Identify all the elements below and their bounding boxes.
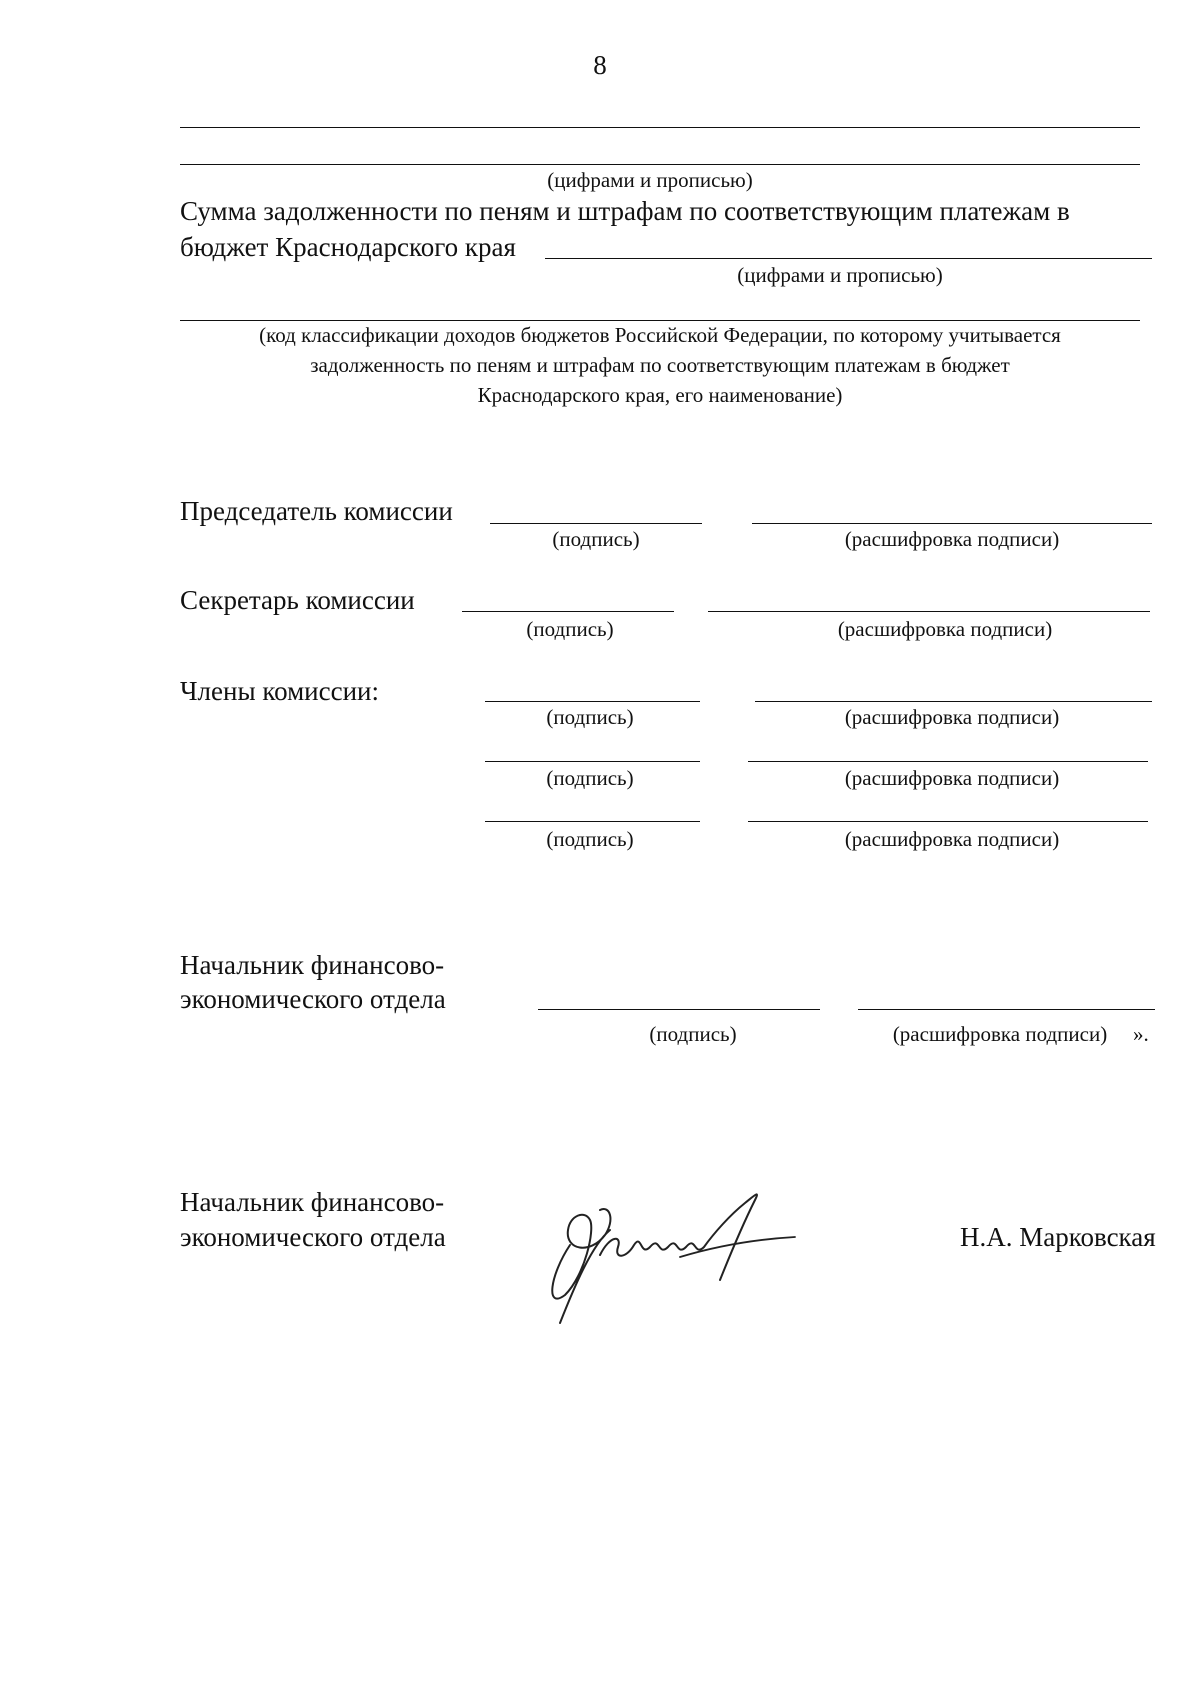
finance-head-label-line1: Начальник финансово- (180, 950, 445, 980)
debt-amount-line (545, 258, 1152, 259)
amount-caption-top: (цифрами и прописью) (547, 168, 753, 192)
blank-line-2 (180, 164, 1140, 165)
debt-text-line1: Сумма задолженности по пеням и штрафам по соответствующим платежам в (180, 196, 1070, 226)
member1-signature-line (485, 701, 700, 702)
footer-title-line2: экономического отдела (180, 1222, 446, 1252)
chairman-signature-line (490, 523, 702, 524)
member1-decryption-line (755, 701, 1152, 702)
debt-text-line2: бюджет Краснодарского края (180, 232, 516, 262)
chairman-decryption-caption: (расшифровка подписи) (844, 527, 1060, 551)
chairman-label: Председатель комиссии (180, 496, 453, 526)
member2-signature-line (485, 761, 700, 762)
member1-decryption-caption: (расшифровка подписи) (844, 705, 1060, 729)
member2-signature-caption: (подпись) (546, 766, 634, 790)
member3-decryption-caption: (расшифровка подписи) (844, 827, 1060, 851)
members-label: Члены комиссии: (180, 676, 379, 706)
finance-head-signature-caption: (подпись) (649, 1022, 737, 1046)
member3-decryption-line (748, 821, 1148, 822)
chairman-signature-caption: (подпись) (552, 527, 640, 551)
chairman-decryption-line (752, 523, 1152, 524)
secretary-decryption-line (708, 611, 1150, 612)
finance-head-decryption-caption: (расшифровка подписи) (892, 1022, 1108, 1046)
footer-title-line1: Начальник финансово- (180, 1187, 445, 1217)
blank-line-1 (180, 127, 1140, 128)
amount-caption-debt: (цифрами и прописью) (737, 263, 943, 287)
secretary-signature-caption: (подпись) (526, 617, 614, 641)
finance-head-label-line2: экономического отдела (180, 984, 446, 1014)
classification-note-line1: (код классификации доходов бюджетов Российской Федерации, по которому учитывается (259, 323, 1061, 347)
classification-note-line3: Краснодарского края, его наименование) (477, 383, 843, 407)
member3-signature-caption: (подпись) (546, 827, 634, 851)
finance-head-decryption-line (858, 1009, 1155, 1010)
handwritten-signature (530, 1175, 810, 1325)
member1-signature-caption: (подпись) (546, 705, 634, 729)
secretary-decryption-caption: (расшифровка подписи) (837, 617, 1053, 641)
classification-line (180, 320, 1140, 321)
member2-decryption-line (748, 761, 1148, 762)
secretary-label: Секретарь комиссии (180, 585, 415, 615)
secretary-signature-line (462, 611, 674, 612)
classification-note-line2: задолженность по пеням и штрафам по соответствующим платежам в бюджет (310, 353, 1010, 377)
page-number: 8 (593, 50, 607, 80)
member3-signature-line (485, 821, 700, 822)
footer-signatory-name: Н.А. Марковская (960, 1222, 1156, 1252)
member2-decryption-caption: (расшифровка подписи) (844, 766, 1060, 790)
closing-quote: ». (1133, 1022, 1149, 1046)
finance-head-signature-line (538, 1009, 820, 1010)
